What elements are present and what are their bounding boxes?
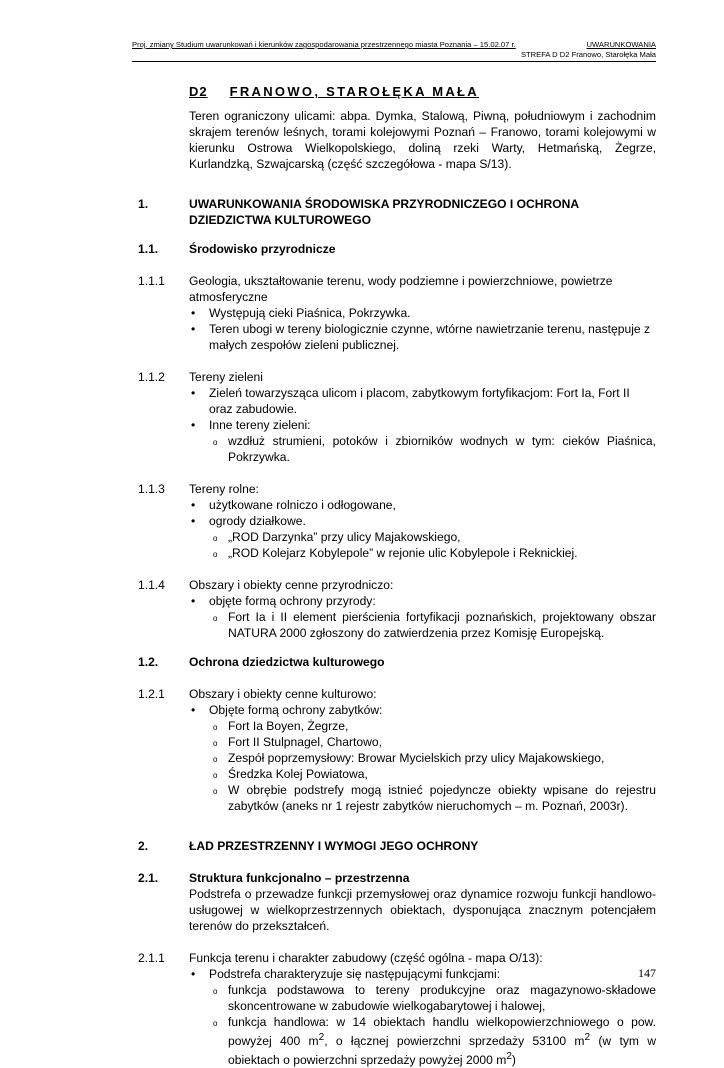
section-text: Podstrefa o przewadze funkcji przemysłowej oraz dynamice rozwoju funkcji handlowo-usługowej w wielkoprzestrzennych obiektach, dysponująca znacznym potencjałem terenów do przekształceń. xyxy=(189,887,656,933)
section-1-2-1 xyxy=(138,686,656,814)
header-section-label: UWARUNKOWANIA xyxy=(586,40,656,49)
list-item: • użytkowane rolniczo i odłogowane, xyxy=(189,497,656,513)
section-heading: UWARUNKOWANIA ŚRODOWISKA PRZYRODNICZEGO I OCHRONA DZIEDZICTWA KULTUROWEGO xyxy=(189,197,579,227)
sub-list-item: o Fort Ia i II element pierścienia fortyfikacji poznańskich, projektowany obszar NATURA 2000 zgłoszony do zatwierdzenia przez Komisję Europejską. xyxy=(208,609,656,641)
section-1-1-2 xyxy=(138,369,656,465)
list-item-label: Inne tereny zieleni: xyxy=(209,418,311,432)
sub-list-item: o „ROD Kolejarz Kobylepole” w rejonie ulic Kobylepole i Reknickiej. xyxy=(208,545,656,561)
section-2 xyxy=(138,838,656,854)
section-1-1-4 xyxy=(138,577,656,641)
intro-paragraph: Teren ograniczony ulicami: abpa. Dymka, Stalową, Piwną, południowym i zachodnim skrajem terenów leśnych, torami kolejowymi Poznań – Franowo, torami kolejowymi w kierunku Ostrowa Wielkopolskiego, doliną rzeki Warty, Hetmańską, Żegrze, Kurlandzką, Szwajcarską (część szczegółowa - mapa S/13). xyxy=(189,109,656,171)
superscript: 2 xyxy=(584,1032,591,1043)
section-1-1 xyxy=(138,241,656,257)
header-line-2: STREFA D D2 Franowo, Starołęka Mała xyxy=(520,50,656,59)
sub-list-item: o Średzka Kolej Powiatowa, xyxy=(208,766,656,782)
sub-list-item xyxy=(208,1014,656,1068)
sub-list-item: o wzdłuż strumieni, potoków i zbiorników wodnych w tym: cieków Piaśnica, Pokrzywka. xyxy=(208,433,656,465)
section-number: 1. xyxy=(138,197,149,211)
section-text: Obszary i obiekty cenne przyrodniczo: xyxy=(189,578,394,592)
section-text: Geologia, ukształtowanie terenu, wody podziemne i powierzchniowe, powietrze atmosferyczne xyxy=(189,274,613,304)
sub-list-item: o Fort II Stulpnagel, Chartowo, xyxy=(208,734,656,750)
page-title xyxy=(189,84,656,100)
section-1-1-1 xyxy=(138,273,656,353)
list-item: • Teren ubogi w tereny biologicznie czynne, wtórne nawietrzanie terenu, następuje z małych zespołów zieleni publicznej. xyxy=(189,321,656,353)
section-heading: Struktura funkcjonalno – przestrzenna xyxy=(189,871,410,885)
section-1-2 xyxy=(138,654,656,670)
running-header xyxy=(132,40,656,62)
section-number: 1.2.1 xyxy=(138,687,165,701)
sub-list-item: o W obrębie podstrefy mogą istnieć pojedyncze obiekty wpisane do rejestru zabytków (aneks nr 1 rejestr zabytków nieruchomych – m. Poznań, 2003r). xyxy=(208,782,656,814)
list-item: • Występują cieki Piaśnica, Pokrzywka. xyxy=(189,305,656,321)
section-number: 1.2. xyxy=(138,655,159,669)
section-text: Obszary i obiekty cenne kulturowo: xyxy=(189,687,377,701)
section-1-1-3 xyxy=(138,481,656,561)
list-item: • ogrody działkowe. xyxy=(189,513,656,529)
section-number: 1.1.2 xyxy=(138,370,165,384)
superscript: 2 xyxy=(318,1032,325,1043)
sub-list-item: o Fort Ia Boyen, Żegrze, xyxy=(208,718,656,734)
page-content xyxy=(138,84,656,1068)
section-heading: Środowisko przyrodnicze xyxy=(189,242,336,256)
list-item: • objęte formą ochrony przyrody: xyxy=(189,593,656,609)
section-heading: Ochrona dziedzictwa kulturowego xyxy=(189,655,385,669)
zone-code: D2 xyxy=(189,84,208,99)
superscript: 2 xyxy=(506,1051,512,1063)
list-item: • Podstrefa charakteryzuje się następującymi funkcjami: xyxy=(189,966,656,982)
sub-list-item: o Zespół poprzemysłowy: Browar Mycielskich przy ulicy Majakowskiego, xyxy=(208,750,656,766)
zone-name: FRANOWO, STAROŁĘKA MAŁA xyxy=(229,84,479,99)
sub-item-text: funkcja handlowa: w 14 obiektach handlu wielkopowierzchniowego o pow. powyżej 400 m xyxy=(228,1015,656,1049)
sub-list-item: o funkcja podstawowa to tereny produkcyjne oraz magazynowo-składowe skoncentrowane w zabudowie wielkogabarytowej i halowej, xyxy=(208,982,656,1014)
section-number: 1.1.3 xyxy=(138,482,165,496)
page-number: 147 xyxy=(638,966,656,980)
list-item: • Zieleń towarzysząca ulicom i placom, zabytkowym fortyfikacjom: Fort Ia, Fort II oraz zabudowie. xyxy=(189,385,656,417)
sub-item-text: ) xyxy=(511,1053,516,1068)
section-number: 2. xyxy=(138,839,149,853)
section-number: 1.1.4 xyxy=(138,578,165,592)
section-heading: ŁAD PRZESTRZENNY I WYMOGI JEGO OCHRONY xyxy=(189,839,479,853)
sub-item-text: , o łącznej powierzchni sprzedaży 53100 m xyxy=(324,1034,585,1049)
section-number: 2.1.1 xyxy=(138,951,165,965)
section-text: Funkcja terenu i charakter zabudowy (część ogólna - mapa O/13): xyxy=(189,951,543,965)
section-number: 1.1. xyxy=(138,242,159,256)
section-2-1 xyxy=(138,870,656,934)
sub-list-item: o „ROD Darzynka” przy ulicy Majakowskiego, xyxy=(208,529,656,545)
header-line-1 xyxy=(132,40,656,50)
list-item xyxy=(189,417,656,433)
section-2-1-1 xyxy=(138,950,656,1068)
section-number: 2.1. xyxy=(138,871,159,885)
sub-item-text: (w tym w obiektach o powierzchni sprzedaży powyżej 2000 m xyxy=(228,1034,657,1068)
section-1 xyxy=(138,196,656,228)
list-item: • Objęte formą ochrony zabytków: xyxy=(189,702,656,718)
section-text: Tereny rolne: xyxy=(189,482,259,496)
header-project-title: Proj. zmiany Studium uwarunkowań i kierunków zagospodarowania przestrzennego miasta Poznania – 15.02.07 r. xyxy=(132,40,516,49)
section-text: Tereny zieleni xyxy=(189,370,263,384)
section-number: 1.1.1 xyxy=(138,274,165,288)
